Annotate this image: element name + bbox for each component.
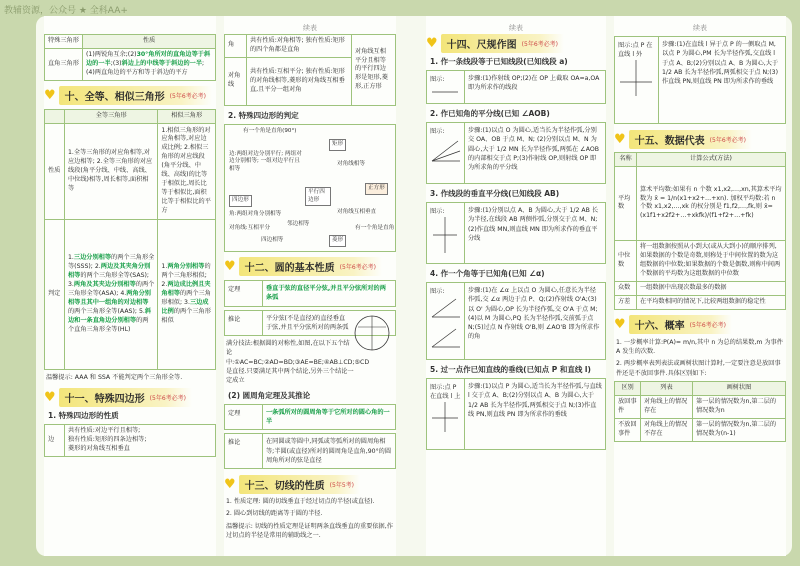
table-cell: 不放回事件 <box>615 419 641 442</box>
table-cell: 平均数 <box>615 166 637 240</box>
box-text: 步骤:(1)在 ∠α 上以点 O 为圆心,任意长为半径作弧,交 ∠α 两边于点 P、Q;(2)作射线 O'A;(3)以 O' 为圆心,OP 长为半径作弧,交 O'A 于点 M;(4)以 M 为圆心,PQ 长为半径作弧,交前弧于点 N;(5)过点 N 作射线 O'B,则 ∠AO'B 即为所求作的角 <box>468 287 600 341</box>
diagram-label: 角:两组对角分别相等 <box>229 210 282 217</box>
construction-box <box>426 282 606 360</box>
page-3 <box>426 16 606 556</box>
table-cell: 中位数 <box>615 240 637 281</box>
table-cell: 众数 <box>615 281 637 295</box>
heart-icon: ♥ <box>426 35 438 51</box>
sub-title: 3. 作线段的垂直平分线(已知线段 AB) <box>430 189 560 198</box>
congruent-similar-table <box>44 109 216 370</box>
text: 2. 圆心到切线的距离等于圆的半径. <box>226 510 323 518</box>
diagram-label: 对角线互相垂直 <box>337 208 377 215</box>
circle-theorem-box <box>224 280 396 307</box>
section-title-text: 十二、圆的基本性质 <box>244 263 335 275</box>
box-label: 推论 <box>225 434 263 468</box>
special-triangle-table <box>44 34 216 81</box>
copy-angle-figure-icon <box>430 295 462 351</box>
box-label: 定理 <box>225 281 263 306</box>
table-cell: 第一层的情况数为n,第二层的情况数为(n-1) <box>692 419 785 442</box>
text: 的两个直角三角形全等(HL) <box>68 316 149 333</box>
diagram-label: 对角线:互相平分 <box>229 224 271 231</box>
table-header <box>45 109 65 123</box>
quad-judgement-diagram <box>224 124 396 252</box>
figure-label: 图示: <box>430 288 445 295</box>
section-title <box>426 34 606 52</box>
text: 的两个三角形相似 <box>161 307 211 324</box>
section-tag: (5年6考必考) <box>149 394 186 402</box>
table-cell: 性质 <box>45 123 65 219</box>
section-tag: (5年5考) <box>329 481 354 489</box>
tip-note: 温馨提示: AAA 和 SSA 不能判定两个三角形全等. <box>46 373 183 381</box>
table-cell: 对角线 <box>225 57 247 105</box>
segment-figure-icon <box>430 83 460 97</box>
section-title-text: 十六、概率 <box>634 321 685 333</box>
table-header: 性质 <box>83 35 216 49</box>
box-text: 平分弦(不是直径)的直径垂直于弦,并且平分弦所对的两条弧 <box>266 314 349 331</box>
text: 的两个三角形相似; 3. <box>161 289 211 306</box>
watermark: 教辅资源，公众号 ★ 全科AA+ <box>4 6 128 16</box>
box-label <box>615 37 659 123</box>
tip-note: 温馨提示: 切线的性质定理是证明两条直线垂直的重要依据,作过切点的半径是常用的辅助线之一. <box>226 522 393 540</box>
table-cell: 一组数据中出现次数最多的数据 <box>637 281 786 295</box>
box-label <box>427 123 465 183</box>
table-cell: 算术平均数:如果有 n 个数 x1,x2,…,xn,其算术平均数为 x̄ = 1/n(x1+x2+…+xn). 加权平均数:若 n 个数 x1,x2,…,xk 的权分别是 f1,f2,…,fk,则 x̄=(x1f1+x2f2+…+xkfk)/(f1+f2+…+fk) <box>637 166 786 240</box>
table-header: 画树状图 <box>692 382 785 396</box>
section-tag: (5年6考必考) <box>709 136 746 144</box>
heart-icon: ♥ <box>224 259 236 275</box>
box-label <box>427 71 465 103</box>
heart-icon: ♥ <box>44 88 56 104</box>
figure-label: 图示: <box>430 208 445 215</box>
circle-figure-icon <box>352 313 392 353</box>
probability-table <box>614 381 786 442</box>
highlight: 两边及其夹角分别相等 <box>68 262 151 279</box>
table-cell: 直角三角形 <box>45 48 83 80</box>
figure-label: 图示:点 P 在直线 l 上 <box>430 384 461 400</box>
table-cell: 共有性质:互相平分; 独有性质:矩形的对角线相等,菱形的对角线互相垂直,且平分一组对角 <box>247 57 352 105</box>
table-cell: 第一层的情况数为n,第二层的情况数为n <box>692 396 785 419</box>
box-text: 垂直于弦的直径平分弦,并且平分弦所对的两条弧 <box>266 284 386 302</box>
diagram-node-rect: 矩形 <box>329 139 346 151</box>
table-header: 相似三角形 <box>158 109 216 123</box>
text: 菱形的对角线互相垂直 <box>68 445 130 453</box>
diagram-label: 四边相等 <box>261 236 284 243</box>
sub-title: 1. 作一条线段等于已知线段(已知线段 a) <box>430 57 568 66</box>
table-header: 名称 <box>615 153 637 167</box>
table-cell: 对角线互相平分且相等的平行四边形是矩形,菱形,正方形 <box>352 35 396 106</box>
diagram-label: 边:两组对边分别平行; 两组对边分别相等; 一组对边平行且相等 <box>229 150 302 172</box>
table-header: 全等三角形 <box>65 109 158 123</box>
box-text: 步骤:(1)分别以点 A、B 为圆心,大于 1/2 AB 长为半径,在线段 AB 两侧作弧,分别交于点 M、N;(2)作直线 MN,则直线 MN 即为所求作的垂直平分线 <box>468 207 599 242</box>
text: 共有性质:对边平行且相等; <box>68 427 141 435</box>
construction-box <box>426 378 606 450</box>
book-spread <box>36 16 792 556</box>
table-cell <box>65 425 216 457</box>
heart-icon: ♥ <box>44 389 56 405</box>
text: 独有性质:矩形的四条边相等; <box>68 436 147 444</box>
sub-title: 4. 作一个角等于已知角(已知 ∠α) <box>430 269 545 278</box>
diagram-label: 邻边相等 <box>287 220 310 227</box>
running-head: 续表 <box>509 24 523 32</box>
sub-title: 5. 过一点作已知直线的垂线(已知点 P 和直线 l) <box>430 365 591 374</box>
table-cell: 1.相似三角形的对应角相等,对应边成比例; 2.相似三角形的对应线段(角平分线、中线、高线)的比等于相似比,周长比等于相似比,面积比等于相似比的平方 <box>158 123 216 219</box>
text: 的两个三角形全等(ASA); 4. <box>68 280 155 297</box>
heart-icon: ♥ <box>614 317 626 333</box>
box-label: 推论 <box>225 311 263 336</box>
sub-title: (2) 圆周角定理及其推论 <box>228 390 311 400</box>
table-header: 区别 <box>615 382 641 396</box>
table-cell <box>65 219 158 369</box>
diagram-node-rhombus: 菱形 <box>329 235 346 247</box>
diagram-node-square: 正方形 <box>365 183 388 195</box>
table-cell: 角 <box>225 35 247 58</box>
figure-label: 图示:点 P 在直线 l 外 <box>618 42 653 58</box>
table-cell: 判定 <box>45 219 65 369</box>
section-title <box>44 87 216 105</box>
box-text: 步骤:(1)在直线 l 异于点 P 的一侧取点 M,以点 P 为圆心,PM 长为半径作弧,交直线 l 于点 A、B;(2)分别以点 A、B 为圆心,大于 1/2 AB 长为半径作弧,两弧相交于点 N;(3)作直线 PN,则直线 PN 即为所求作的垂线 <box>662 41 779 86</box>
box-text: 步骤:(1)作射线 OP;(2)在 OP 上截取 OA=a,OA 即为所求作的线段 <box>468 75 600 92</box>
text: (1)两锐角互余;(2) <box>86 50 137 58</box>
perp-bisector-figure-icon <box>430 215 460 255</box>
table-cell: 对角线上的情况存在 <box>641 396 693 419</box>
highlight: 两角分别相等且其中一组角的对边相等 <box>68 289 151 306</box>
text: 1. 性质定理: 圆的切线垂直于经过切点的半径(或直径). <box>226 498 375 506</box>
quad-property-table <box>44 424 216 457</box>
table-cell <box>83 48 216 80</box>
running-head: 续表 <box>693 24 707 32</box>
table-cell: 将一组数据按照从小到大(或从大到小)的顺序排列,如果数据的个数是奇数,则称处于中间位置的数为这组数据的中位数;如果数据的个数是偶数,则称中间两个数据的平均数为这组数据的中位数 <box>637 240 786 281</box>
box-label <box>427 283 465 359</box>
section-title <box>44 388 216 406</box>
circle-corollary-box <box>224 310 396 337</box>
box-text: 在同圆或等圆中,同弧或等弧所对的圆周角相等;半圆(或直径)所对的圆周角是直角,90°的圆周角所对的弦是直径 <box>266 438 392 464</box>
text: 的两个三角形全等(SAS); 3. <box>68 271 149 288</box>
diagram-node-para: 平行四边形 <box>305 187 331 206</box>
section-title <box>614 316 786 334</box>
sub-title: 1. 特殊四边形的性质 <box>48 411 119 421</box>
box-label <box>427 379 465 449</box>
construction-box <box>426 202 606 264</box>
section-tag: (5年6考必考) <box>169 93 206 101</box>
figure-label: 图示: <box>430 128 445 135</box>
perpendicular-figure-icon <box>430 400 460 434</box>
table-header: 列表 <box>641 382 693 396</box>
text: 1. <box>161 262 168 270</box>
section-title-text: 十五、数据代表 <box>634 135 705 147</box>
box-label <box>427 203 465 263</box>
highlight: 三边成比例 <box>161 298 209 315</box>
box-text: 步骤:(1)以点 O 为圆心,适当长为半径作弧,分别交 OA、OB 于点 M、N; (2)分别以点 M、N 为圆心,大于 1/2 MN 长为半径作弧,两弧在 ∠AOB 的内部相交于点 P;(3)作射线 OP,则射线 OP 即为所求角的平分线 <box>468 127 599 172</box>
running-head: 续表 <box>303 24 317 32</box>
text: ;(4)两直角边的平方和等于斜边的平方 <box>86 59 205 76</box>
table-cell <box>158 219 216 369</box>
angle-bisector-figure-icon <box>430 135 462 165</box>
quad-property-table-cont <box>224 34 396 106</box>
table-cell: 共有性质:对角相等; 独有性质:矩形的四个角都是直角 <box>247 35 352 58</box>
diagram-node-quad: 四边形 <box>229 195 252 207</box>
figure-label: 图示: <box>430 76 445 83</box>
section-tag: (5年6考必考) <box>689 322 726 330</box>
text: 的两个三角形全等(SSS); 2. <box>68 253 155 270</box>
section-tag: (5年6考必考) <box>339 264 376 272</box>
box-text: 一条弧所对的圆周角等于它所对的圆心角的一半 <box>266 408 390 425</box>
section-title-text: 十三、切线的性质 <box>244 480 325 492</box>
table-cell: 特殊三角形 <box>45 35 83 49</box>
page-4 <box>614 16 786 556</box>
sub-title: 2. 特殊四边形的判定 <box>228 110 299 120</box>
page-2 <box>224 16 396 556</box>
perpendicular-outside-figure-icon <box>618 58 654 98</box>
heart-icon: ♥ <box>224 476 236 492</box>
section-title <box>224 258 396 276</box>
text: ;(3) <box>110 59 122 67</box>
table-header: 计算公式(方法) <box>637 153 786 167</box>
text: 的两个三角形全等(AAS); 5. <box>68 307 145 315</box>
text: 1. <box>68 253 74 261</box>
technique-note: 满分技法:根据圆的对称性,如图,在以下五个结论中:①AC=BC;②AD=BD;③AE=BE;④AB⊥CD;⑤CD是直径.只要满足其中两个结论,另外三个结论一定成立 <box>226 340 370 385</box>
section-tag: (5年6考必考) <box>521 40 558 48</box>
section-title-text: 十、全等、相似三角形 <box>64 92 165 104</box>
section-title-text: 十四、尺规作图 <box>446 39 517 51</box>
highlight: 两角分别相等 <box>167 262 205 270</box>
highlight: 三边分别相等 <box>73 253 112 261</box>
highlight: 斜边上的中线等于斜边的一半 <box>121 59 203 67</box>
highlight: 两角及其夹边分别相等 <box>73 280 136 288</box>
data-statistics-table <box>614 152 786 310</box>
diagram-label: 有一个角是直角 <box>355 224 395 231</box>
box-label: 定理 <box>225 405 263 430</box>
section-title <box>224 475 396 493</box>
running-head <box>44 16 216 34</box>
construction-box <box>426 70 606 104</box>
page-1 <box>44 16 216 556</box>
highlight: 两边成比例且夹角相等 <box>161 280 211 297</box>
table-cell: 在平均数相同的情况下,比较两组数据的稳定性 <box>637 295 786 309</box>
diagram-label: 有一个角是直角(90°) <box>243 127 297 134</box>
box-text: 步骤:(1)以点 P 为圆心,适当长为半径作弧,与直线 l 交于点 A、B;(2)分别以点 A、B 为圆心,大于 1/2 AB 长为半径作弧,两弧相交于点 N;(3)作直线 PN,则直线 PN 即为所求作的垂线 <box>468 383 602 418</box>
diagram-label: 对角线相等 <box>337 160 365 167</box>
table-cell: 对角线上的情况不存在 <box>641 419 693 442</box>
table-cell: 边 <box>45 425 65 457</box>
heart-icon: ♥ <box>614 131 626 147</box>
sub-title: 2. 作已知角的平分线(已知 ∠AOB) <box>430 109 550 118</box>
text: 1. 一步概率计算:P(A)= m/n,其中 n 为总的结果数,m 为事件 A 发生的次数. <box>616 338 783 356</box>
arc-theorem-box <box>224 404 396 431</box>
table-cell: 放回事件 <box>615 396 641 419</box>
arc-corollary-box <box>224 433 396 469</box>
highlight: 斜边和一条直角边分别相等 <box>68 307 152 324</box>
construction-box <box>614 36 786 124</box>
construction-box <box>426 122 606 184</box>
section-title <box>614 130 786 148</box>
table-cell: 1.全等三角形的对应角相等,对应边相等; 2.全等三角形的对应线段(角平分线、中线、高线、中位线)相等,周长相等,面积相等 <box>65 123 158 219</box>
text: 2. 两步概率表列表法或画树状图计算时,一定要注意是放回事件还是不放回事件.具体区别如下: <box>616 360 781 377</box>
table-cell: 方差 <box>615 295 637 309</box>
section-title-text: 十一、特殊四边形 <box>64 393 145 405</box>
text: 的两个三角形相似; 2. <box>161 262 211 288</box>
highlight: 30°角所对的直角边等于斜边的一半 <box>86 50 211 67</box>
